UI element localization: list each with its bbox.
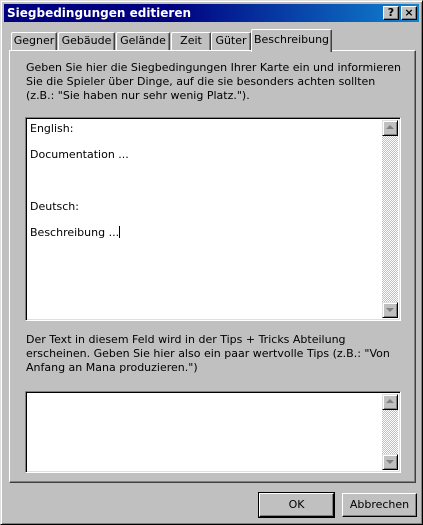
text-line — [30, 161, 378, 174]
scroll-up-button[interactable] — [382, 394, 398, 410]
text-line — [30, 187, 378, 200]
close-button[interactable]: × — [401, 6, 417, 20]
window-title: Siegbedingungen editieren — [7, 6, 192, 20]
cancel-button[interactable]: Abbrechen — [342, 493, 417, 517]
description-scrollbar[interactable] — [382, 120, 398, 318]
chevron-down-icon — [386, 308, 394, 312]
tab-gueter[interactable]: Güter — [211, 32, 251, 51]
text-line — [30, 135, 378, 148]
tips-note-text: Der Text in diesem Feld wird in der Tips + Tricks Abteilung erscheinen. Geben Sie hier also ein paar wertvolle Tips (z.B.: "Von Anfang an Mana produzieren.") — [26, 333, 390, 374]
scroll-down-button[interactable] — [382, 454, 398, 470]
text-line — [30, 213, 378, 226]
tips-text — [30, 396, 378, 468]
text-line: Documentation ... — [30, 148, 129, 161]
description-text — [30, 122, 378, 316]
text-line — [30, 174, 378, 187]
text-line: English: — [30, 122, 74, 135]
tab-beschreibung[interactable]: Beschreibung — [251, 29, 332, 52]
scroll-down-button[interactable] — [382, 302, 398, 318]
description-textarea[interactable] — [25, 117, 401, 321]
tips-textarea[interactable] — [25, 391, 401, 473]
text-line-with-caret — [30, 226, 378, 239]
tab-gegner[interactable]: Gegner — [11, 32, 57, 51]
text-line: Deutsch: — [30, 200, 79, 213]
tab-gebaeude[interactable]: Gebäude — [58, 32, 115, 51]
ok-button[interactable]: OK — [259, 493, 334, 517]
chevron-up-icon — [386, 399, 394, 403]
title-bar[interactable] — [4, 4, 419, 22]
tab-panel-beschreibung — [9, 50, 416, 483]
tips-scrollbar[interactable] — [382, 394, 398, 470]
help-button[interactable]: ? — [383, 6, 399, 20]
chevron-down-icon — [386, 460, 394, 464]
tab-zeit[interactable]: Zeit — [171, 32, 211, 51]
tab-gelaende[interactable]: Gelände — [116, 32, 170, 51]
chevron-up-icon — [386, 125, 394, 129]
text-line: Beschreibung ... — [30, 226, 120, 239]
intro-text: Geben Sie hier die Siegbedingungen Ihrer Karte ein und informieren Sie die Spieler über Dinge, auf die sie besonders achten sollten (z.B.: "Sie haben nur sehr wenig Platz."). — [26, 61, 401, 102]
text-caret — [119, 226, 120, 238]
scroll-up-button[interactable] — [382, 120, 398, 136]
